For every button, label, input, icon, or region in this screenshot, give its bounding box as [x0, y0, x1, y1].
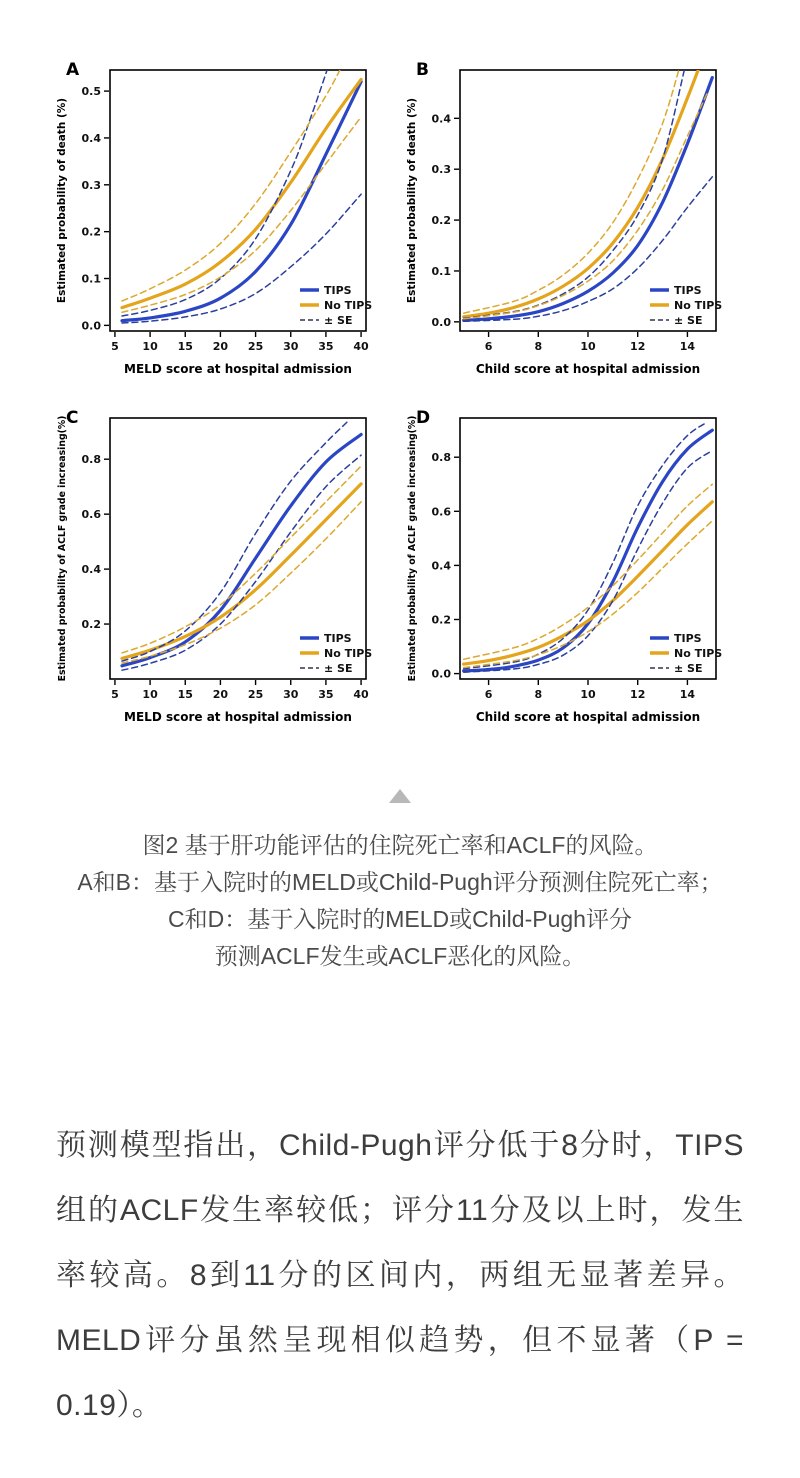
x-tick-label: 10	[142, 688, 158, 701]
legend-no-tips-label: No TIPS	[324, 299, 373, 312]
y-tick-label: 0.4	[81, 131, 101, 145]
legend-tips-label: TIPS	[674, 632, 702, 645]
x-tick-label: 35	[318, 340, 334, 353]
x-tick-label: 25	[247, 688, 264, 701]
x-tick-label: 20	[212, 688, 229, 701]
x-tick-label: 6	[484, 340, 493, 353]
series-no-tips	[122, 79, 361, 307]
chart-svg-B	[403, 55, 753, 395]
triangle-up-icon	[389, 789, 411, 803]
x-axis-title: MELD score at hospital admission	[124, 710, 352, 724]
chart-svg-A	[53, 55, 403, 395]
y-axis-title: Estimated probability of death (%)	[56, 97, 68, 304]
legend-se-label: ± SE	[324, 314, 353, 327]
y-axis-title: Estimated probability of ACLF grade increasing(%)	[57, 415, 68, 682]
legend-tips-label: TIPS	[674, 284, 702, 297]
chart-panel-c	[53, 403, 403, 743]
y-tick-label: 0.0	[431, 667, 451, 681]
x-tick-label: 15	[177, 688, 193, 701]
series-tips-se	[464, 422, 708, 669]
panel-letter: A	[66, 60, 80, 80]
series-no-tips-se	[122, 466, 361, 653]
y-tick-label: 0.4	[81, 563, 101, 577]
x-tick-label: 10	[580, 688, 596, 701]
caption-line-2: A和B：基于入院时的MELD或Child-Pugh评分预测住院死亡率；	[77, 869, 723, 895]
x-tick-label: 6	[484, 688, 493, 701]
caption-line-4: 预测ACLF发生或ACLF恶化的风险。	[214, 943, 586, 969]
legend-tips-label: TIPS	[324, 284, 352, 297]
x-tick-label: 40	[353, 688, 369, 701]
legend-no-tips-label: No TIPS	[324, 647, 373, 660]
chart-panel-a	[53, 55, 403, 395]
series-tips-se	[122, 63, 329, 316]
legend-no-tips-label: No TIPS	[674, 299, 723, 312]
legend-se-label: ± SE	[324, 662, 353, 675]
y-tick-label: 0.3	[431, 163, 451, 177]
y-tick-label: 0.4	[431, 559, 451, 573]
panel-letter: B	[416, 60, 429, 80]
panel-letter: D	[416, 408, 431, 428]
x-tick-label: 5	[111, 340, 119, 353]
legend-no-tips-label: No TIPS	[674, 647, 723, 660]
legend-tips-label: TIPS	[324, 632, 352, 645]
y-tick-label: 0.4	[431, 112, 451, 126]
panel-letter: C	[66, 408, 79, 428]
x-tick-label: 12	[630, 340, 646, 353]
chart-panel-d	[403, 403, 753, 743]
x-tick-label: 8	[534, 340, 543, 353]
y-tick-label: 0.2	[81, 618, 101, 632]
x-axis-title: MELD score at hospital admission	[124, 362, 352, 376]
caption-line-1: 图2 基于肝功能评估的住院死亡率和ACLF的风险。	[142, 832, 658, 858]
y-tick-label: 0.8	[81, 453, 101, 467]
chart-svg-C	[53, 403, 403, 743]
x-tick-label: 8	[534, 688, 543, 701]
series-no-tips-se	[122, 63, 344, 301]
x-tick-label: 20	[212, 340, 229, 353]
y-tick-label: 0.6	[431, 505, 451, 519]
legend-se-label: ± SE	[674, 662, 703, 675]
body-paragraph: 预测模型指出，Child-Pugh评分低于8分时，TIPS组的ACLF发生率较低；评分11分及以上时，发生率较高。8到11分的区间内，两组无显著差异。MELD评分虽然呈现相似趋势，但不显著（P = 0.19）。	[56, 1129, 744, 1422]
x-tick-label: 25	[247, 340, 264, 353]
figure-caption	[0, 827, 800, 975]
y-axis-title: Estimated probability of death (%)	[406, 97, 418, 304]
y-tick-label: 0.5	[81, 85, 101, 99]
y-tick-label: 0.2	[81, 225, 101, 239]
y-tick-label: 0.0	[431, 315, 451, 329]
x-tick-label: 30	[283, 688, 299, 701]
y-axis-title: Estimated probability of ACLF grade increasing(%)	[407, 415, 418, 682]
x-tick-label: 12	[630, 688, 646, 701]
x-tick-label: 30	[283, 340, 299, 353]
y-tick-label: 0.1	[431, 264, 451, 278]
series-tips-se	[122, 422, 347, 661]
y-tick-label: 0.0	[81, 319, 101, 333]
chart-svg-D	[403, 403, 753, 743]
x-tick-label: 15	[177, 340, 193, 353]
x-tick-label: 10	[142, 340, 158, 353]
series-no-tips--se	[464, 93, 708, 319]
y-tick-label: 0.2	[431, 214, 451, 228]
legend-se-label: ± SE	[674, 314, 703, 327]
y-tick-label: 0.6	[81, 508, 101, 522]
x-tick-label: 14	[679, 340, 696, 353]
x-tick-label: 14	[679, 688, 696, 701]
x-tick-label: 5	[111, 688, 119, 701]
y-tick-label: 0.8	[431, 451, 451, 465]
chart-panel-b	[403, 55, 753, 395]
x-axis-title: Child score at hospital admission	[475, 362, 701, 376]
series-no-tips--se	[464, 521, 713, 668]
y-tick-label: 0.2	[431, 613, 451, 627]
x-tick-label: 10	[580, 340, 596, 353]
x-axis-title: Child score at hospital admission	[475, 710, 701, 724]
x-tick-label: 40	[353, 340, 369, 353]
y-tick-label: 0.1	[81, 272, 101, 286]
caption-line-3: C和D：基于入院时的MELD或Child-Pugh评分	[168, 906, 632, 932]
y-tick-label: 0.3	[81, 178, 101, 192]
x-tick-label: 35	[318, 688, 334, 701]
